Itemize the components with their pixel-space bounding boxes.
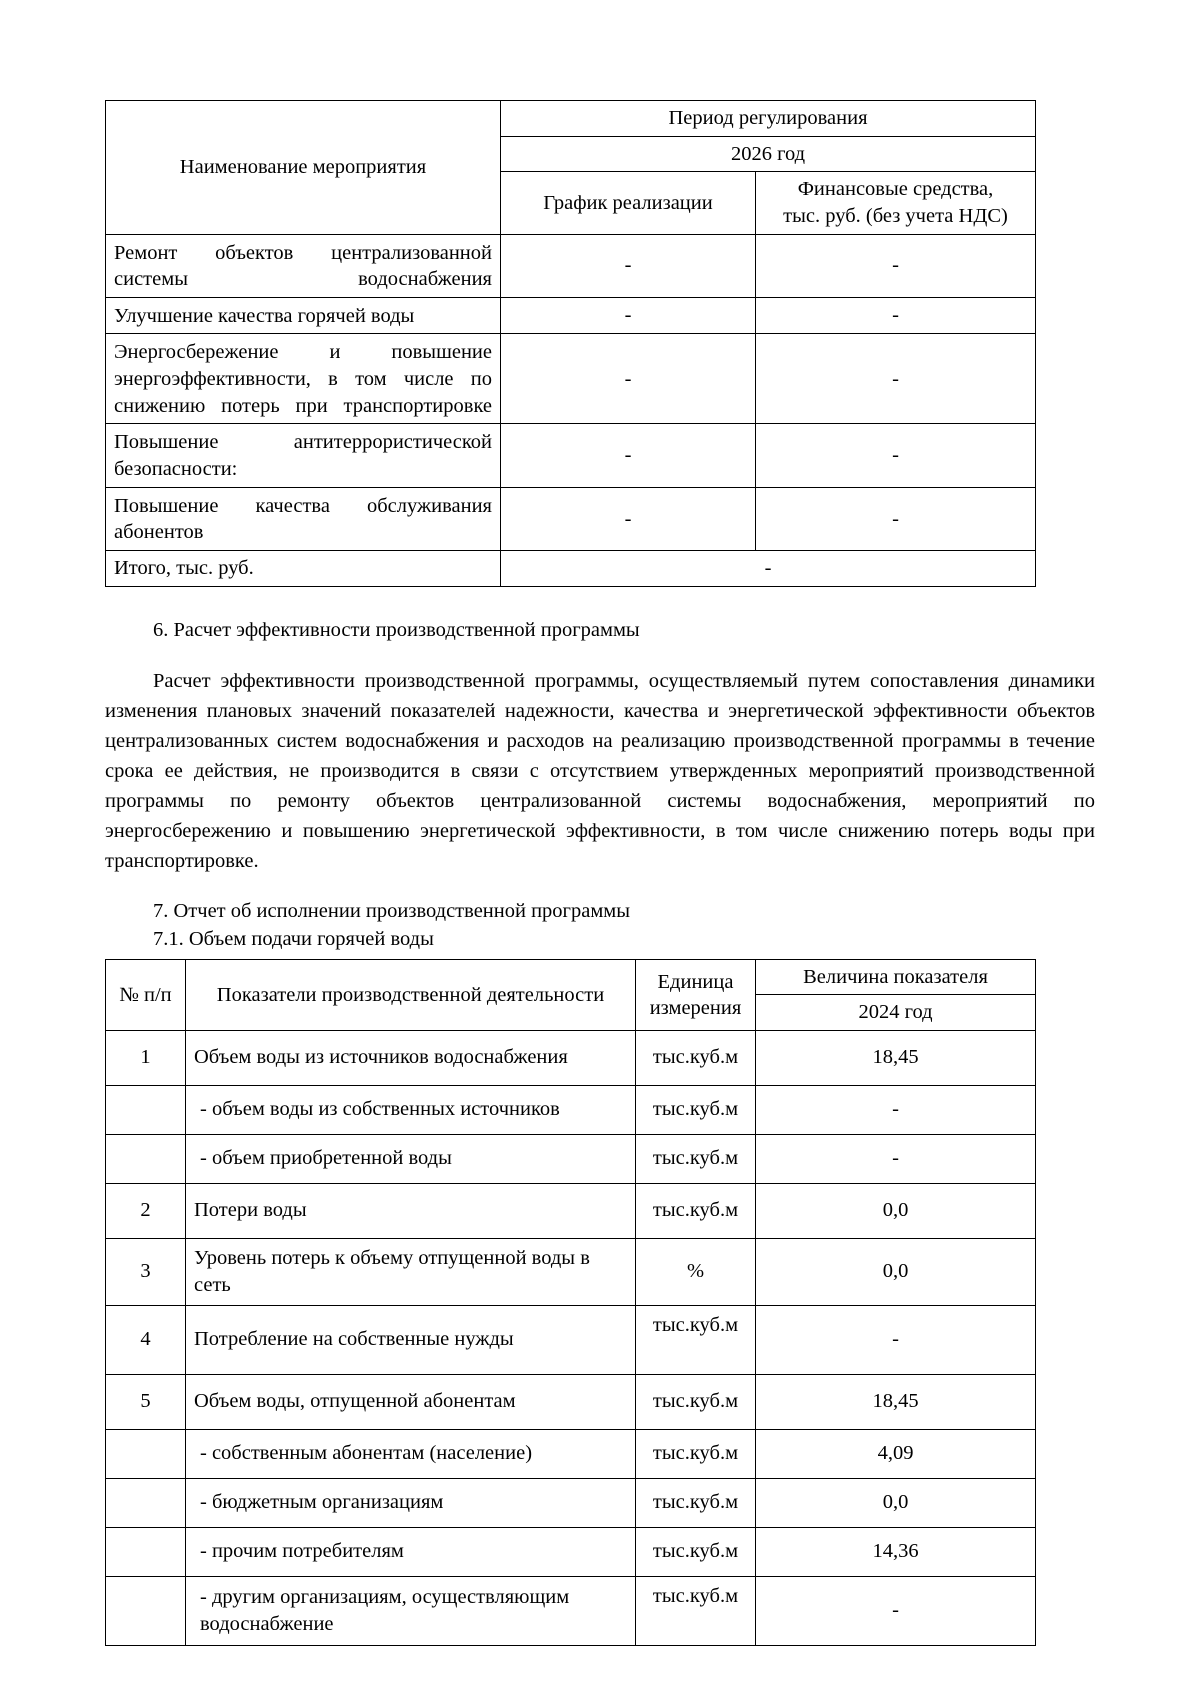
row-indicator: Уровень потерь к объему отпущенной воды в сеть	[186, 1238, 636, 1305]
measure-funds: -	[756, 297, 1036, 334]
header-unit-line1: Единица	[657, 970, 734, 993]
row-indicator: Объем воды, отпущенной абонентам	[186, 1374, 636, 1429]
header-value: Величина показателя	[756, 960, 1036, 995]
row-indicator: - бюджетным организациям	[186, 1478, 636, 1527]
table-row	[106, 1030, 1036, 1085]
measure-funds: -	[756, 234, 1036, 297]
table-row	[106, 334, 1036, 424]
table-row	[106, 1085, 1036, 1134]
row-value: -	[756, 1085, 1036, 1134]
table-row	[106, 487, 1036, 550]
row-indicator: Потери воды	[186, 1183, 636, 1238]
row-indicator: - собственным абонентам (население)	[186, 1429, 636, 1478]
table-row	[106, 234, 1036, 297]
row-indicator: - прочим потребителям	[186, 1527, 636, 1576]
row-value: -	[756, 1576, 1036, 1645]
table-row	[106, 297, 1036, 334]
table-row	[106, 1238, 1036, 1305]
events-financing-table	[105, 100, 1036, 587]
row-unit: %	[636, 1238, 756, 1305]
table-row	[106, 1478, 1036, 1527]
table-row	[106, 1527, 1036, 1576]
section-7-heading: 7. Отчет об исполнении производственной программы	[153, 900, 631, 923]
row-unit: тыс.куб.м	[636, 1134, 756, 1183]
header-unit	[636, 960, 756, 1030]
row-number: 5	[106, 1374, 186, 1429]
row-unit: тыс.куб.м	[636, 1183, 756, 1238]
measure-name: Ремонт объектов централизованной системы водоснабжения	[106, 234, 501, 297]
row-number	[106, 1576, 186, 1645]
section-7-1-subheading: 7.1. Объем подачи горячей воды	[153, 927, 434, 950]
header-indicator: Показатели производственной деятельности	[186, 960, 636, 1030]
table-row	[106, 1183, 1036, 1238]
table-row	[106, 1576, 1036, 1645]
measure-schedule: -	[501, 234, 756, 297]
section-6-paragraph: Расчет эффективности производственной программы, осуществляемый путем сопоставления динамики изменения плановых значений показателей надежности, качества и энергетической эффективности объектов централизованных систем водоснабжения и расходов на реализацию производственной программы в течение срока ее действия, не производится в связи с отсутствием утвержденных мероприятий производственной программы по ремонту объектов централизованной системы водоснабжения, мероприятий по энергосбережению и повышению энергетической эффективности, в том числе снижению потерь воды при транспортировке.	[105, 670, 1095, 873]
measure-schedule: -	[501, 334, 756, 424]
spacer	[105, 876, 1095, 898]
row-unit: тыс.куб.м	[636, 1576, 756, 1645]
row-indicator: Потребление на собственные нужды	[186, 1305, 636, 1374]
header-measure-name: Наименование мероприятия	[106, 101, 501, 235]
row-number: 2	[106, 1183, 186, 1238]
measure-name: Энергосбережение и повышение энергоэффективности, в том числе по снижению потерь при транспортировке	[106, 334, 501, 424]
measure-funds: -	[756, 334, 1036, 424]
row-unit: тыс.куб.м	[636, 1305, 756, 1374]
row-number: 3	[106, 1238, 186, 1305]
header-funds-line1: Финансовые средства,	[797, 178, 994, 201]
table-row	[106, 1429, 1036, 1478]
measure-name: Повышение качества обслуживания абонентов	[106, 487, 501, 550]
measure-schedule: -	[501, 297, 756, 334]
table-row	[106, 424, 1036, 487]
row-number	[106, 1134, 186, 1183]
row-number	[106, 1085, 186, 1134]
header-row-number: № п/п	[106, 960, 186, 1030]
measure-name: Улучшение качества горячей воды	[106, 297, 501, 334]
total-label: Итого, тыс. руб.	[106, 550, 501, 586]
row-number: 1	[106, 1030, 186, 1085]
measure-funds: -	[756, 424, 1036, 487]
row-value: 4,09	[756, 1429, 1036, 1478]
row-value: -	[756, 1305, 1036, 1374]
row-value: 0,0	[756, 1478, 1036, 1527]
row-value: 14,36	[756, 1527, 1036, 1576]
row-unit: тыс.куб.м	[636, 1527, 756, 1576]
header-regulation-period: Период регулирования	[501, 101, 1036, 137]
row-value: 0,0	[756, 1183, 1036, 1238]
row-number	[106, 1478, 186, 1527]
table-total-row	[106, 550, 1036, 586]
header-funds-line2: тыс. руб. (без учета НДС)	[783, 204, 1008, 227]
table-row	[106, 1374, 1036, 1429]
row-unit: тыс.куб.м	[636, 1085, 756, 1134]
row-indicator: - объем приобретенной воды	[186, 1134, 636, 1183]
row-indicator: - объем воды из собственных источников	[186, 1085, 636, 1134]
table-row	[106, 1305, 1036, 1374]
row-value: 18,45	[756, 1374, 1036, 1429]
row-number: 4	[106, 1305, 186, 1374]
row-unit: тыс.куб.м	[636, 1429, 756, 1478]
measure-schedule: -	[501, 424, 756, 487]
spacer	[105, 587, 1095, 617]
row-value: 0,0	[756, 1238, 1036, 1305]
measure-schedule: -	[501, 487, 756, 550]
total-value: -	[501, 550, 1036, 586]
header-schedule: График реализации	[501, 172, 756, 234]
section-6-heading: 6. Расчет эффективности производственной программы	[153, 618, 640, 641]
row-number	[106, 1429, 186, 1478]
table-header-row	[106, 960, 1036, 995]
header-unit-line2: измерения	[649, 996, 742, 1019]
row-value: 18,45	[756, 1030, 1036, 1085]
row-unit: тыс.куб.м	[636, 1478, 756, 1527]
spacer	[105, 644, 1095, 666]
hot-water-volume-table	[105, 959, 1036, 1645]
table-header-row	[106, 101, 1036, 137]
row-indicator: - другим организациям, осуществляющим водоснабжение	[186, 1576, 636, 1645]
row-unit: тыс.куб.м	[636, 1374, 756, 1429]
row-value: -	[756, 1134, 1036, 1183]
measure-name: Повышение антитеррористической безопасности:	[106, 424, 501, 487]
header-value-year: 2024 год	[756, 995, 1036, 1030]
row-indicator: Объем воды из источников водоснабжения	[186, 1030, 636, 1085]
header-funds	[756, 172, 1036, 234]
measure-funds: -	[756, 487, 1036, 550]
header-year: 2026 год	[501, 136, 1036, 172]
row-unit: тыс.куб.м	[636, 1030, 756, 1085]
row-number	[106, 1527, 186, 1576]
table-row	[106, 1134, 1036, 1183]
